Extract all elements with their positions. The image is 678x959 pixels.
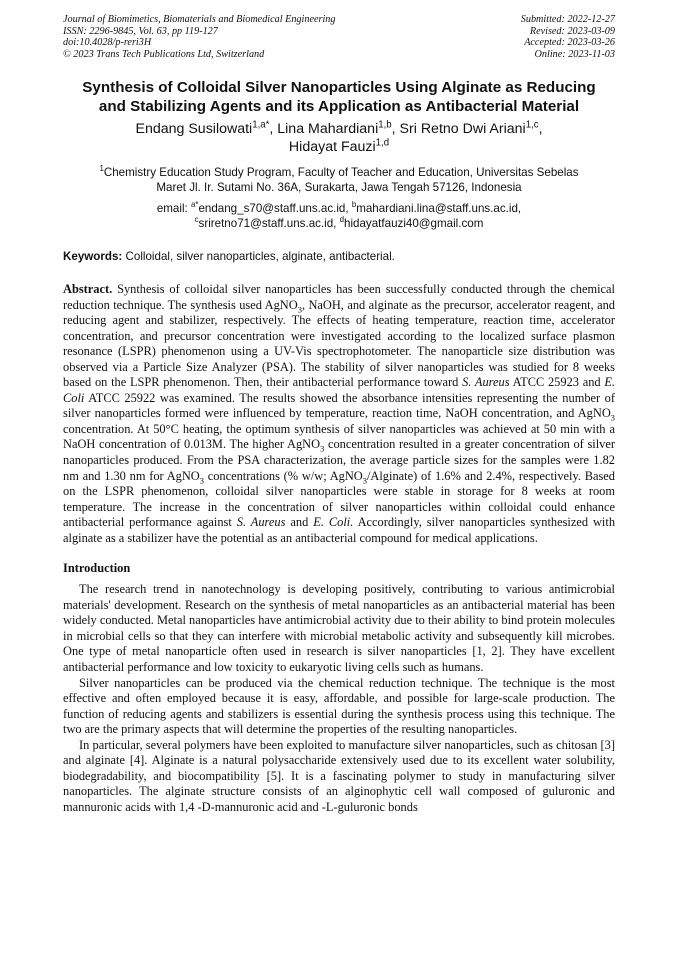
email-line-1 [63, 201, 615, 216]
email-label: email: [156, 202, 191, 215]
abstract-text: /Alginate) of 1.6% and 2.4%, respectively. Based on the LSPR phenomenon, colloidal silver nanoparticles were stable in storage for 8 weeks at room temperature. The increase in the concentration of silver nanoparticles within colloidal could enhance antibacterial performance against [63, 468, 615, 530]
email-mark: c [194, 215, 199, 225]
abstract-text: Accordingly, silver nanoparticles synthesized with alginate as a stabilizer have the potential as an antibacterial compound for medical applications. [63, 515, 616, 545]
title-line-1: Synthesis of Colloidal Silver Nanoparticles Using Alginate as Reducing [82, 79, 596, 96]
species-name: E. Coli [63, 375, 615, 405]
introduction-paragraph-1: The research trend in nanotechnology is developing positively, contributing to various antimicrobial materials' development. Research on the synthesis of metal nanoparticles as an antibacterial material has been widely conducted. Metal nanoparticles have antimicrobial activity due to their ability to bind protein molecules in microbial cells so that they can interfere with microbial metabolic activity and subsequently kill microbes. One type of metal nanoparticle often used in research is silver nanoparticles [1, 2]. They have excellent antibacterial performance and low toxicity to eukaryotic living cells such as humans. [63, 582, 615, 675]
date-submitted: Submitted: 2022-12-27 [520, 14, 615, 25]
author-name: Endang Susilowati [135, 121, 253, 137]
abstract-text: ATCC 25922 was examined. The results showed the absorbance intensities representing the number of silver nanoparticles formed were influenced by temperature, reaction time, NaOH concentration, and AgNO [63, 390, 615, 421]
email-line-2 [63, 216, 615, 231]
keywords-label: Keywords: [63, 250, 123, 263]
email-mark: a* [190, 200, 199, 210]
author-name: Hidayat Fauzi [288, 139, 376, 155]
subscript: 3 [199, 475, 204, 486]
introduction-paragraph-3: In particular, several polymers have been exploited to manufacture silver nanoparticles, such as chitosan [3] and alginate [4]. Alginate is a natural polysaccharide extensively used due to its excellent water solubility, biodegradability, and biocompatibility [5]. It is a fascinating polymer to study in manufacturing silver nanoparticles. The alginate structure consists of an alginophytic cell wall composed of guluronic and mannuronic acids with 1,4 -D-mannuronic acid and -L-guluronic bonds [63, 737, 615, 814]
abstract-text: , NaOH, and alginate as the precursor, accelerator reagent, and reducing agent and stabilizer, respectively. The effects of heating temperature, reaction time, accelerator concentration, and precursor concentration were investigated according to the localized surface plasmon resonance (LSPR) phenomenon using a UV-Vis spectrophotometer. The nanoparticle size distribution was observed via a Particle Size Analyzer (PSA). The stability of silver nanoparticles was studied for 8 weeks based on the LSPR phenomenon. Then, their antibacterial performance toward [63, 297, 615, 390]
email-block [63, 201, 615, 231]
abstract-text: concentration resulted in a greater concentration of silver nanoparticles produced. From the PSA characterization, the average particle sizes for the samples were 1.82 nm and 1.30 nm for AgNO [63, 437, 615, 483]
abstract-text: Synthesis of colloidal silver nanoparticles has been successfully conducted through the chemical reduction technique. The synthesis used AgNO [63, 282, 615, 312]
species-name: S. Aureus [462, 375, 510, 390]
abstract-text: concentration. At 50°C heating, the optimum synthesis of silver nanoparticles was achieved at 50 min with a NaOH concentration of 0.013M. The higher AgNO [63, 421, 615, 452]
keywords [63, 249, 615, 264]
section-heading-introduction: Introduction [63, 561, 131, 576]
affiliation-mark: 1 [99, 164, 104, 174]
journal-copyright: © 2023 Trans Tech Publications Ltd, Switzerland [63, 48, 265, 60]
subscript: 3 [610, 412, 615, 423]
author-affiliation-mark: 1,a* [252, 119, 270, 131]
journal-name: Journal of Biomimetics, Biomaterials and Biomedical Engineering [63, 14, 336, 25]
email-mark: d [339, 215, 345, 225]
affiliation-text: Chemistry Education Study Program, Faculty of Teacher and Education, Universitas Sebelas [103, 166, 579, 179]
email-address[interactable]: mahardiani.lina@staff.uns.ac.id, [356, 202, 522, 215]
journal-header [63, 14, 615, 60]
author-affiliation-mark: 1,b [378, 119, 392, 131]
author-name: Sri Retno Dwi Ariani [399, 121, 526, 137]
subscript: 3 [297, 304, 302, 315]
species-name: E. Coli. [313, 515, 354, 530]
affiliation [63, 165, 615, 195]
introduction-paragraph-2: Silver nanoparticles can be produced via the chemical reduction technique. The technique is the most effective and often employed because it is easy, affordable, and possible for large-scale production. The function of reducing agents and stabilizers is essential during the synthesis process using this technique. The two are the primary aspects that will determine the properties of the resulting nanoparticles. [63, 675, 615, 737]
authors-line-2 [63, 138, 615, 156]
email-address[interactable]: hidayatfauzi40@gmail.com [344, 217, 484, 230]
title-line-2: and Stabilizing Agents and its Application as Antibacterial Material [98, 98, 580, 115]
abstract-text: and [285, 515, 314, 530]
email-address[interactable]: endang_s70@staff.uns.ac.id, [198, 202, 352, 215]
affiliation-line-2: Maret Jl. Ir. Sutami No. 36A, Surakarta, Jawa Tengah 57126, Indonesia [156, 181, 522, 194]
keywords-text: Colloidal, silver nanoparticles, alginate, antibacterial. [122, 250, 395, 263]
subscript: 3 [320, 443, 325, 454]
journal-issn: ISSN: 2296-9845, Vol. 63, pp 119-127 [63, 25, 218, 37]
date-accepted: Accepted: 2023-03-26 [524, 37, 615, 48]
affiliation-line-1 [63, 165, 615, 180]
species-name: S. Aureus [236, 515, 286, 530]
author-affiliation-mark: 1,c [525, 119, 539, 131]
journal-doi[interactable]: doi:10.4028/p-reri3H [63, 37, 152, 48]
author-list [63, 120, 615, 156]
abstract-text: concentrations (% w/w; AgNO [203, 468, 363, 483]
publication-dates [521, 14, 615, 60]
subscript: 3 [362, 475, 367, 486]
journal-info [63, 14, 335, 60]
email-mark: b [351, 200, 357, 210]
paper-title [63, 78, 615, 116]
abstract-label: Abstract. [63, 282, 113, 296]
author-name: Lina Mahardiani [277, 121, 379, 137]
abstract [63, 282, 615, 546]
email-address[interactable]: sriretno71@staff.uns.ac.id, [198, 217, 340, 230]
date-online: Online: 2023-11-03 [534, 48, 615, 60]
author-affiliation-mark: 1,d [375, 137, 390, 149]
abstract-text: ATCC 25923 and [509, 375, 605, 390]
date-revised: Revised: 2023-03-09 [529, 25, 615, 37]
authors-line-1: Endang Susilowati$^{1,a*}$, Lina Mahardiani$^{1,b}$, Sri Retno Dwi Ariani$^{1,c}$, [135, 119, 543, 137]
